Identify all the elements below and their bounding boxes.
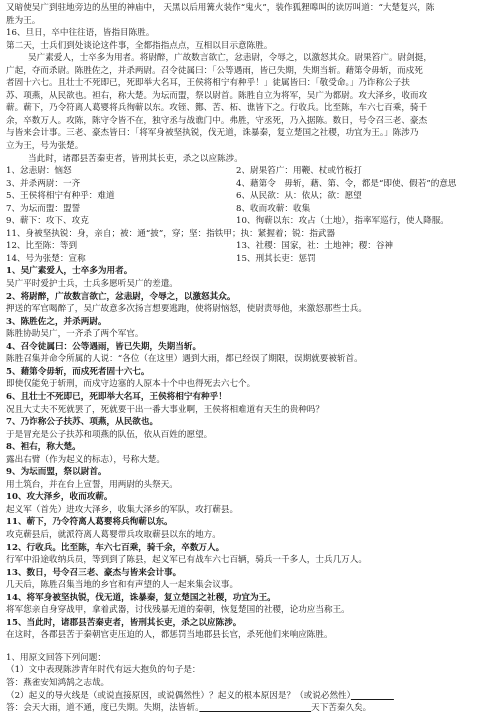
vocab-row bbox=[6, 190, 494, 203]
text-line: 与皆来会计事。三老、豪杰皆曰：「将军身被坚执锐，伐无道，诛暴秦，复立楚国之社稷，功宜为王。」陈涉乃 bbox=[6, 128, 419, 139]
text-line: 又暗使吴广到驻地旁边的丛里的神庙中， 天黑以后用篝火装作“鬼火”，装作狐狸嗥叫的读厉叫道：“大楚复兴，陈 bbox=[6, 3, 435, 13]
vocab-row bbox=[6, 240, 494, 253]
answer-line bbox=[6, 702, 494, 715]
translation-line: 攻克蕲县后，就派符离人葛婴带兵攻取蕲县以东的地方。 bbox=[6, 529, 221, 540]
translation-line: 用土筑台，并在台上宣誓，用两尉的头祭天。 bbox=[6, 479, 178, 490]
sentence-line: 6、且壮士不死即已，死即举大名耳，王侯将相宁有种乎！ bbox=[6, 391, 227, 402]
translation-line: 几天后，陈胜召集当地的乡官和有声望的人一起来集会议事。 bbox=[6, 580, 239, 591]
text-line: 广起，夺而杀尉。陈胜佐之，并杀两尉。召令徒属曰：「公等遇雨，皆已失期，失期当斩。藉第令毋斩，而戍死 bbox=[6, 65, 423, 76]
text-line: 当此时，诸郡县苦秦吏者，皆刑其长吏，杀之以应陈涉。 bbox=[28, 153, 243, 164]
vocab-item: 9、蕲下：攻下、攻克 bbox=[6, 216, 89, 227]
vocab-item: 14、号为张楚：宣称 bbox=[6, 253, 86, 264]
vocab-row bbox=[6, 215, 494, 228]
text-line: 余，卒数万人。攻陈，陈守令皆不在，独守丞与战谯门中。弗胜，守丞死，乃入据陈。数日，号令召三老、豪杰 bbox=[6, 115, 428, 126]
vocab-item: 3、并杀两尉：一齐 bbox=[6, 178, 81, 189]
sentence-line: 9、为坛而盟，祭以尉首。 bbox=[6, 467, 107, 478]
translation-line: 押送的军官喝醉了，吴广故意多次扬言想要逃跑，使将尉恼怒，使尉责辱他，来激怒那些士兵。 bbox=[6, 304, 367, 315]
vocab-item: 12、比至陈：等到 bbox=[6, 241, 78, 252]
vocab-item: 1、忿恚尉：恼怒 bbox=[6, 166, 72, 177]
sentence-line: 1、吴广素爱人，士卒多为用者。 bbox=[6, 266, 133, 277]
vocab-item: 11、身被坚执锐：身，亲自；被：通“披”，穿；坚：指铁甲；执：紧握着；锐：指武器 bbox=[6, 228, 336, 239]
vocab-item: 7、为坛而盟：盟誓 bbox=[6, 203, 81, 214]
vocab-item: 6、从民欲：从：依从；欲：愿望 bbox=[236, 191, 362, 202]
translation-line: 露出右臂（作为起义的标志），号称大楚。 bbox=[6, 454, 165, 465]
sentence-line: 5、藉第令毋斩，而戍死者固十六七。 bbox=[6, 366, 150, 377]
sentence-line: 15、当此时，诸郡县苦秦吏者，皆刑其长吏，杀之以应陈涉。 bbox=[6, 617, 242, 628]
translation-line: 将军您亲自身穿战甲，拿着武器，讨伐残暴无道的秦朝，恢复楚国的社稷，论功应当称王。 bbox=[6, 605, 350, 616]
exercise-section bbox=[6, 652, 494, 715]
exercise-heading: 1、用原文回答下列问题： bbox=[6, 652, 106, 663]
text-line: 16、旦日，卒中往往语，皆指目陈胜。 bbox=[6, 28, 155, 39]
sentence-line: 14、将军身被坚执锐，伐无道，诛暴秦，复立楚国之社稷，功宜为王。 bbox=[6, 592, 276, 603]
translation-line: 即使仅能免于斩刑，而戍守边塞的人原本十个中也得死去六七个。 bbox=[6, 379, 256, 390]
answer-text: 答：会天大雨，道不通，度已失期。失期，法皆斩。 bbox=[6, 703, 200, 714]
vocab-item: 2、尉果笞广：用鞭、杖或竹板打 bbox=[236, 166, 362, 177]
text-line: 立为王，号为张楚。 bbox=[6, 141, 84, 152]
translation-line: 起义军（首先）进攻大泽乡，收集大泽乡的军队，攻打蕲县。 bbox=[6, 504, 239, 515]
vocabulary-section bbox=[6, 165, 494, 265]
text-line: 胜为王。 bbox=[6, 15, 41, 26]
question-line bbox=[6, 690, 494, 703]
translation-line: 陈胜召集并命令所属的人说：“各位（在这里）遇到大雨，都已经误了期限，误期就要被斩首。 bbox=[6, 354, 363, 365]
translation-line: 陈胜协助吴广，一齐杀了两个军官。 bbox=[6, 329, 144, 340]
question-text: （2）起义的导火线是（或说直接原因，或说偶然性）？起义的根本原因是？（或说必然性） bbox=[6, 690, 351, 701]
translation-line: 于是冒充是公子扶苏和项燕的队伍，依从百姓的愿望。 bbox=[6, 429, 213, 440]
question-line: （1）文中表现陈涉青年时代有远大抱负的句子是： bbox=[6, 665, 201, 676]
sentence-line: 10、攻大泽乡，收而攻蕲。 bbox=[6, 492, 113, 503]
sentence-line: 11、蕲下，乃令符离人葛婴将兵徇蕲以东。 bbox=[6, 517, 173, 528]
vocab-item: 4、藉第令 毋斩，藉、第、令，都是“即使、假若”的意思 bbox=[236, 178, 457, 189]
vocab-item: 5、王侯将相宁有种乎：难道 bbox=[6, 191, 115, 202]
vocab-item: 10、徇蕲以东：攻占（土地），指率军巡行，使人降服。 bbox=[236, 216, 449, 227]
sentence-line: 4、召令徒属曰：公等遇雨，皆已失期，失期当斩。 bbox=[6, 341, 202, 352]
text-line: 第二天，士兵们到处谈论这件事，全都指指点点，互相以目示意陈胜。 bbox=[6, 40, 273, 51]
vocab-row bbox=[6, 253, 494, 266]
sentence-line: 7、乃诈称公子扶苏、项燕，从民欲也。 bbox=[6, 417, 159, 428]
translation-line: 吴广平时爱护士兵，士兵多愿听吴广的差遣。 bbox=[6, 279, 178, 290]
sentence-line: 12、行收兵。比至陈，车六七百乘，骑千余，卒数万人。 bbox=[6, 542, 225, 553]
vocab-row bbox=[6, 228, 494, 241]
section-gap bbox=[6, 642, 494, 652]
answer-blank bbox=[351, 691, 394, 701]
original-text-section bbox=[6, 2, 494, 165]
translation-line: 况且大丈夫不死就罢了，死就要干出一番大事业啊，王侯将相难道有天生的贵种吗？ bbox=[6, 404, 324, 415]
vocab-row bbox=[6, 165, 494, 178]
text-line: 吴广素爱人，士卒多为用者。将尉醉，广故数言欲亡，忿恚尉，令辱之，以激怒其众。尉果笞广。尉剑挺， bbox=[28, 53, 432, 64]
sentence-line: 2、将尉醉，广故数言欲亡，忿恚尉，令辱之，以激怒其众。 bbox=[6, 291, 236, 302]
translation-line: 行军中沿途收纳兵员，等到到了陈县，起义军已有战车六七百辆，骑兵一千多人，士兵几万人。 bbox=[6, 555, 367, 566]
translation-section bbox=[6, 265, 494, 641]
vocab-item: 13、社稷：国家，社：土地神；稷：谷神 bbox=[236, 241, 394, 252]
vocab-row bbox=[6, 178, 494, 191]
sentence-line: 13、数日，号令召三老、豪杰与皆来会计事。 bbox=[6, 567, 182, 578]
text-line: 蕲。蕲下，乃令符离人葛婴将兵徇蕲以东。攻铚、酂、苦、柘、谯皆下之。行收兵。比至陈，车六七百乘，骑千 bbox=[6, 103, 428, 114]
sentence-line: 3、陈胜佐之，并杀两尉。 bbox=[6, 316, 107, 327]
answer-text: 天下苦秦久矣。 bbox=[311, 703, 372, 714]
translation-line: 在这时，各郡县苦于秦朝官吏压迫的人，都惩罚当地郡县长官，杀死他们来响应陈胜。 bbox=[6, 630, 333, 641]
answer-line: 答：燕雀安知鸿鹄之志哉。 bbox=[6, 677, 110, 688]
vocab-row bbox=[6, 203, 494, 216]
sentence-line: 8、袒右，称大楚。 bbox=[6, 442, 81, 453]
vocab-item: 15、刑其长吏：惩罚 bbox=[236, 253, 316, 264]
text-line: 苏、项燕，从民欲也。袒右，称大楚。为坛而盟，祭以尉首。陈胜自立为将军，吴广为都尉。攻大泽乡，收而攻 bbox=[6, 90, 428, 101]
vocab-item: 8、收而攻蕲：收集 bbox=[236, 203, 311, 214]
text-line: 者固十六七。且壮士不死即已，死即举大名耳，王侯将相宁有种乎！」徒属皆曰：「敬受命。」乃诈称公子扶 bbox=[6, 78, 410, 89]
